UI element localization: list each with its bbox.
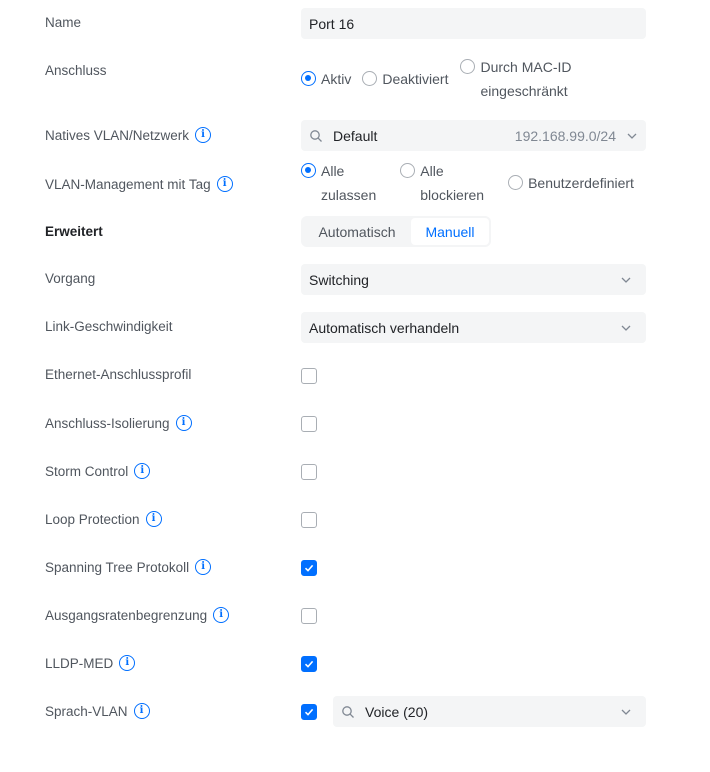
chevron-down-icon (620, 706, 632, 718)
name-label: Name (45, 15, 82, 30)
info-icon[interactable]: i (119, 655, 135, 671)
radio-deaktiviert[interactable]: Deaktiviert (362, 67, 448, 103)
info-icon[interactable]: i (195, 127, 211, 143)
erweitert-label: Erweitert (45, 224, 103, 239)
info-icon[interactable]: i (134, 463, 150, 479)
checkmark-icon (304, 659, 314, 669)
radio-unselected-icon[interactable] (400, 163, 415, 178)
info-icon[interactable]: i (146, 511, 162, 527)
ethernet-profile-label: Ethernet-Anschlussprofil (45, 367, 192, 382)
native-vlan-label: Natives VLAN/Netzwerk i (45, 127, 211, 143)
info-icon[interactable]: i (176, 415, 192, 431)
link-speed-value: Automatisch verhandeln (309, 319, 460, 336)
manuell-button[interactable]: Manuell (411, 218, 489, 245)
port-isolation-label: Anschluss-Isolierung i (45, 415, 192, 431)
erweitert-segmented-control (301, 216, 491, 247)
name-value[interactable]: Port 16 (309, 15, 355, 32)
radio-selected-icon[interactable] (301, 71, 316, 86)
egress-rate-checkbox[interactable] (301, 608, 317, 624)
native-vlan-subnet: 192.168.99.0/24 (514, 127, 616, 144)
native-vlan-select[interactable] (301, 120, 646, 151)
checkmark-icon (304, 563, 314, 573)
vlan-mgmt-radio-group (301, 159, 634, 207)
search-icon (341, 705, 355, 719)
voice-vlan-checkbox[interactable] (301, 704, 317, 720)
radio-benutzerdefiniert[interactable]: Benutzerdefiniert (508, 171, 634, 207)
info-icon[interactable]: i (213, 607, 229, 623)
checkmark-icon (304, 707, 314, 717)
radio-aktiv[interactable]: Aktiv (301, 67, 351, 103)
chevron-down-icon (626, 130, 638, 142)
lldp-med-checkbox[interactable] (301, 656, 317, 672)
loop-protection-label: Loop Protection i (45, 511, 162, 527)
spanning-tree-label: Spanning Tree Protokoll i (45, 559, 211, 575)
vorgang-value: Switching (309, 271, 369, 288)
name-input[interactable] (301, 8, 646, 39)
info-icon[interactable]: i (134, 703, 150, 719)
native-vlan-value: Default (333, 127, 378, 144)
egress-rate-label: Ausgangsratenbegrenzung i (45, 607, 229, 623)
voice-vlan-label: Sprach-VLAN i (45, 703, 150, 719)
link-speed-label: Link-Geschwindigkeit (45, 319, 173, 334)
ethernet-profile-checkbox[interactable] (301, 368, 317, 384)
spanning-tree-checkbox[interactable] (301, 560, 317, 576)
radio-alle-zulassen[interactable]: Alle zulassen (301, 159, 376, 207)
search-icon (309, 129, 323, 143)
chevron-down-icon (620, 274, 632, 286)
radio-alle-blockieren[interactable]: Alle blockieren (400, 159, 484, 207)
port-isolation-checkbox[interactable] (301, 416, 317, 432)
anschluss-label: Anschluss (45, 63, 107, 78)
vorgang-select[interactable] (301, 264, 646, 295)
vlan-mgmt-label: VLAN-Management mit Tag i (45, 176, 233, 192)
chevron-down-icon (620, 322, 632, 334)
radio-mac-id[interactable]: Durch MAC-ID eingeschränkt (460, 55, 571, 103)
radio-unselected-icon[interactable] (508, 175, 523, 190)
info-icon[interactable]: i (195, 559, 211, 575)
radio-unselected-icon[interactable] (362, 71, 377, 86)
lldp-med-label: LLDP-MED i (45, 655, 135, 671)
voice-vlan-select[interactable] (333, 696, 646, 727)
radio-selected-icon[interactable] (301, 163, 316, 178)
loop-protection-checkbox[interactable] (301, 512, 317, 528)
storm-control-label: Storm Control i (45, 463, 150, 479)
automatisch-button[interactable]: Automatisch (318, 223, 396, 240)
info-icon[interactable]: i (217, 176, 233, 192)
storm-control-checkbox[interactable] (301, 464, 317, 480)
radio-unselected-icon[interactable] (460, 59, 475, 74)
voice-vlan-value: Voice (20) (365, 703, 429, 720)
vorgang-label: Vorgang (45, 271, 96, 286)
link-speed-select[interactable] (301, 312, 646, 343)
anschluss-radio-group (301, 55, 572, 103)
